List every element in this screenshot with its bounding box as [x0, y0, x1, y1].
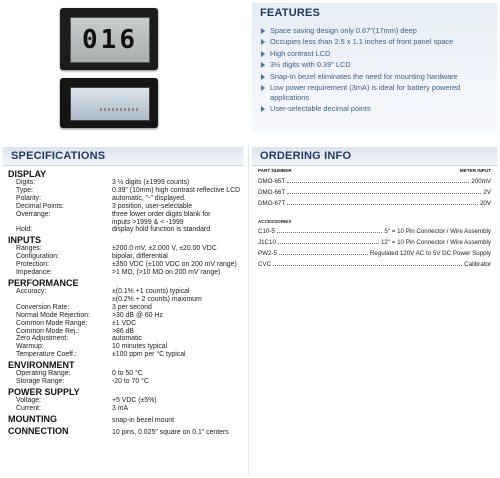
bullet-arrow-icon: [261, 51, 265, 57]
part-code: C10-5: [258, 228, 275, 235]
spec-label: Polarity:: [16, 194, 41, 202]
spec-group-inline: [8, 413, 250, 425]
spec-value: >30 dB @ 60 Hz: [112, 311, 163, 319]
features-title: FEATURES: [260, 7, 321, 19]
bullet-arrow-icon: [261, 28, 265, 34]
feature-item: [260, 104, 492, 114]
spec-row: [8, 211, 250, 219]
accessories-list: [258, 226, 491, 270]
spec-label: [8, 296, 112, 304]
spec-label: Impedance:: [16, 269, 53, 277]
feature-text: High contrast LCD: [270, 48, 331, 58]
spec-row: [8, 253, 250, 261]
part-row: [258, 187, 491, 198]
spec-value: 10 minutes typical: [112, 343, 168, 351]
spec-label: Protection:: [16, 261, 49, 269]
lcd-display: [70, 17, 150, 63]
spec-value: 10 pins, 0.025" square on 0.1" centers: [112, 428, 229, 436]
spec-row: [8, 219, 250, 227]
part-code: J1C10: [258, 239, 276, 246]
part-description: 20V: [479, 200, 491, 207]
spec-value: 0.39" (10mm) high contrast reflective LCD: [112, 186, 241, 194]
spec-row: [8, 195, 250, 203]
feature-item: [260, 49, 492, 59]
part-description: Regulated 120V AC to 5V DC Power Supply: [369, 250, 491, 257]
part-description: 12" = 10 Pin Connector / Wire Assembly: [380, 239, 491, 246]
spec-value: ±(0.1% +1 counts) typical: [112, 287, 190, 295]
accessory-row: [258, 259, 491, 270]
spec-row: [8, 351, 250, 359]
meter-front-image: [60, 8, 158, 70]
bullet-arrow-icon: [261, 39, 265, 45]
spec-value: three lower order digits blank for: [112, 210, 211, 218]
spec-value: 3 per second: [112, 303, 152, 311]
spec-value: ±1 VDC: [112, 319, 137, 327]
spec-row: [8, 304, 250, 312]
spec-group-title: DISPLAY: [8, 169, 47, 179]
dotted-leader: [287, 198, 478, 205]
spec-row: [8, 370, 250, 378]
spec-row: [8, 405, 250, 413]
spec-label: Warmup:: [16, 343, 44, 351]
part-code: DMO-65T: [258, 178, 286, 185]
spec-row: [8, 296, 250, 304]
spec-group-title: MOUNTING: [8, 413, 57, 424]
dotted-leader: [273, 259, 462, 266]
meter-back-image: [60, 78, 158, 128]
meter-input-column-header: METER INPUT: [459, 168, 491, 173]
part-description: 5" = 10 Pin Connector / Wire Assembly: [384, 228, 491, 235]
spec-label: Current:: [16, 404, 41, 412]
feature-text: 3½ digits with 0.39" LCD: [270, 60, 351, 70]
spec-group-title: ENVIRONMENT: [8, 360, 75, 371]
spec-value: automatic, "-" displayed.: [112, 194, 186, 202]
feature-item: [260, 60, 492, 70]
feature-text: Snap-In bezel eliminates the need for mounting hardware: [270, 71, 458, 81]
ordering-table-header: [258, 168, 491, 173]
spec-label: Temperature Coeff.:: [16, 351, 77, 359]
part-row: [258, 198, 491, 209]
part-code: CVC: [258, 261, 272, 268]
features-panel: [252, 3, 497, 133]
spec-row: [8, 226, 250, 234]
feature-text: Occupies less than 2.5 x 1.1 inches of front panel space: [270, 37, 454, 47]
spec-row: [8, 320, 250, 328]
spec-value: ±(0.2% + 2 counts) maximum: [112, 295, 202, 303]
spec-label: Common Mode Range:: [16, 319, 88, 327]
spec-label: Conversion Rate:: [16, 303, 70, 311]
spec-group-inline: [8, 425, 250, 437]
dotted-leader: [278, 237, 379, 244]
feature-item: [260, 83, 492, 103]
feature-item: [260, 37, 492, 47]
specifications-header: [3, 147, 243, 166]
part-code: DMO-66T: [258, 189, 286, 196]
feature-item: [260, 26, 492, 36]
feature-item: [260, 72, 492, 82]
meter-back-window: [70, 87, 150, 121]
ordering-title: ORDERING INFO: [260, 150, 352, 162]
bullet-arrow-icon: [261, 85, 265, 91]
spec-label: Operating Range:: [16, 370, 71, 378]
spec-value: ±350 VDC (±100 VDC on 200 mV range): [112, 261, 237, 269]
spec-value: -20 to 70 °C: [112, 378, 149, 386]
spec-row: [8, 245, 250, 253]
bullet-arrow-icon: [261, 106, 265, 112]
spec-row: [8, 335, 250, 343]
spec-label: Storage Range:: [16, 378, 65, 386]
accessory-row: [258, 237, 491, 248]
spec-row: [8, 288, 250, 296]
parts-list: [258, 176, 491, 209]
spec-value: +5 VDC (±5%): [112, 396, 157, 404]
spec-row: [8, 187, 250, 195]
spec-value: automatic: [112, 335, 142, 343]
spec-value: >1 MΩ, (>10 MΩ on 200 mV range): [112, 269, 221, 277]
part-description: 2V: [483, 189, 491, 196]
part-description: 200mV: [471, 178, 491, 185]
spec-row: [8, 312, 250, 320]
spec-value: 3 ½ digits (±1999 counts): [112, 179, 190, 186]
lcd-reading: 016: [82, 25, 138, 55]
accessory-row: [258, 226, 491, 237]
spec-group-title: PERFORMANCE: [8, 277, 79, 288]
spec-label: Configuration:: [16, 253, 59, 261]
dotted-leader: [277, 226, 383, 233]
spec-value: >86 dB: [112, 327, 135, 335]
spec-group-title: POWER SUPPLY: [8, 386, 80, 397]
spec-label: Ranges:: [16, 245, 42, 253]
spec-label: Voltage:: [16, 396, 41, 404]
bullet-arrow-icon: [261, 74, 265, 80]
spec-value: snap-in bezel mount: [112, 416, 175, 424]
spec-row: [8, 179, 250, 187]
spec-label: Decimal Points:: [16, 202, 64, 210]
spec-label: [8, 219, 112, 227]
bullet-arrow-icon: [261, 62, 265, 68]
spec-value: ±200.0 mV, ±2.000 V, ±20.00 VDC: [112, 245, 217, 253]
specifications-title: SPECIFICATIONS: [11, 150, 106, 162]
spec-label: Type:: [16, 186, 33, 194]
spec-value: 3 position, user-selectable: [112, 202, 193, 210]
ordering-header: [252, 147, 497, 166]
accessories-header: ACCESSORIES: [258, 219, 292, 224]
feature-text: Space saving design only 0.67"(17mm) deep: [270, 26, 417, 35]
spec-label: Normal Mode Rejection:: [16, 311, 90, 319]
spec-row: [8, 203, 250, 211]
spec-value: ±100 ppm per °C typical: [112, 351, 186, 359]
pin-header: [100, 108, 138, 111]
spec-row: [8, 397, 250, 405]
part-description: Calibrator: [464, 261, 491, 268]
spec-label: Hold:: [16, 226, 33, 234]
spec-group-title: INPUTS: [8, 235, 42, 246]
spec-value: display hold function is standard: [112, 226, 211, 234]
spec-label: Overrange:: [16, 210, 51, 218]
spec-value: 0 to 50 °C: [112, 370, 143, 378]
spec-value: bipolar, differential: [112, 253, 168, 261]
specifications-list: [8, 168, 250, 437]
spec-row: [8, 328, 250, 336]
part-code: DMO-67T: [258, 200, 286, 207]
features-list: [260, 26, 492, 116]
part-number-column-header: PART NUMBER: [258, 168, 292, 173]
dotted-leader: [287, 176, 469, 183]
spec-label: Zero Adjustment:: [16, 335, 69, 343]
feature-text: Low power requirement (3mA) is ideal for battery powered applications: [270, 82, 461, 102]
ordering-table: [258, 168, 491, 270]
dotted-leader: [279, 248, 368, 255]
spec-value: 3 mA: [112, 404, 129, 412]
spec-value: inputs >1999 & < -1999: [112, 218, 184, 226]
spec-row: [8, 378, 250, 386]
part-code: PW2-5: [258, 250, 277, 257]
spec-label: Common Mode Rej.:: [16, 327, 80, 335]
spec-label: Accuracy:: [16, 287, 47, 295]
part-row: [258, 176, 491, 187]
spec-label: Digits:: [16, 179, 36, 186]
spec-group-title: CONNECTION: [8, 425, 69, 436]
feature-text: User-selectable decimal points: [270, 104, 371, 114]
spec-row: [8, 261, 250, 269]
dotted-leader: [287, 187, 481, 194]
spec-row: [8, 269, 250, 277]
accessory-row: [258, 248, 491, 259]
